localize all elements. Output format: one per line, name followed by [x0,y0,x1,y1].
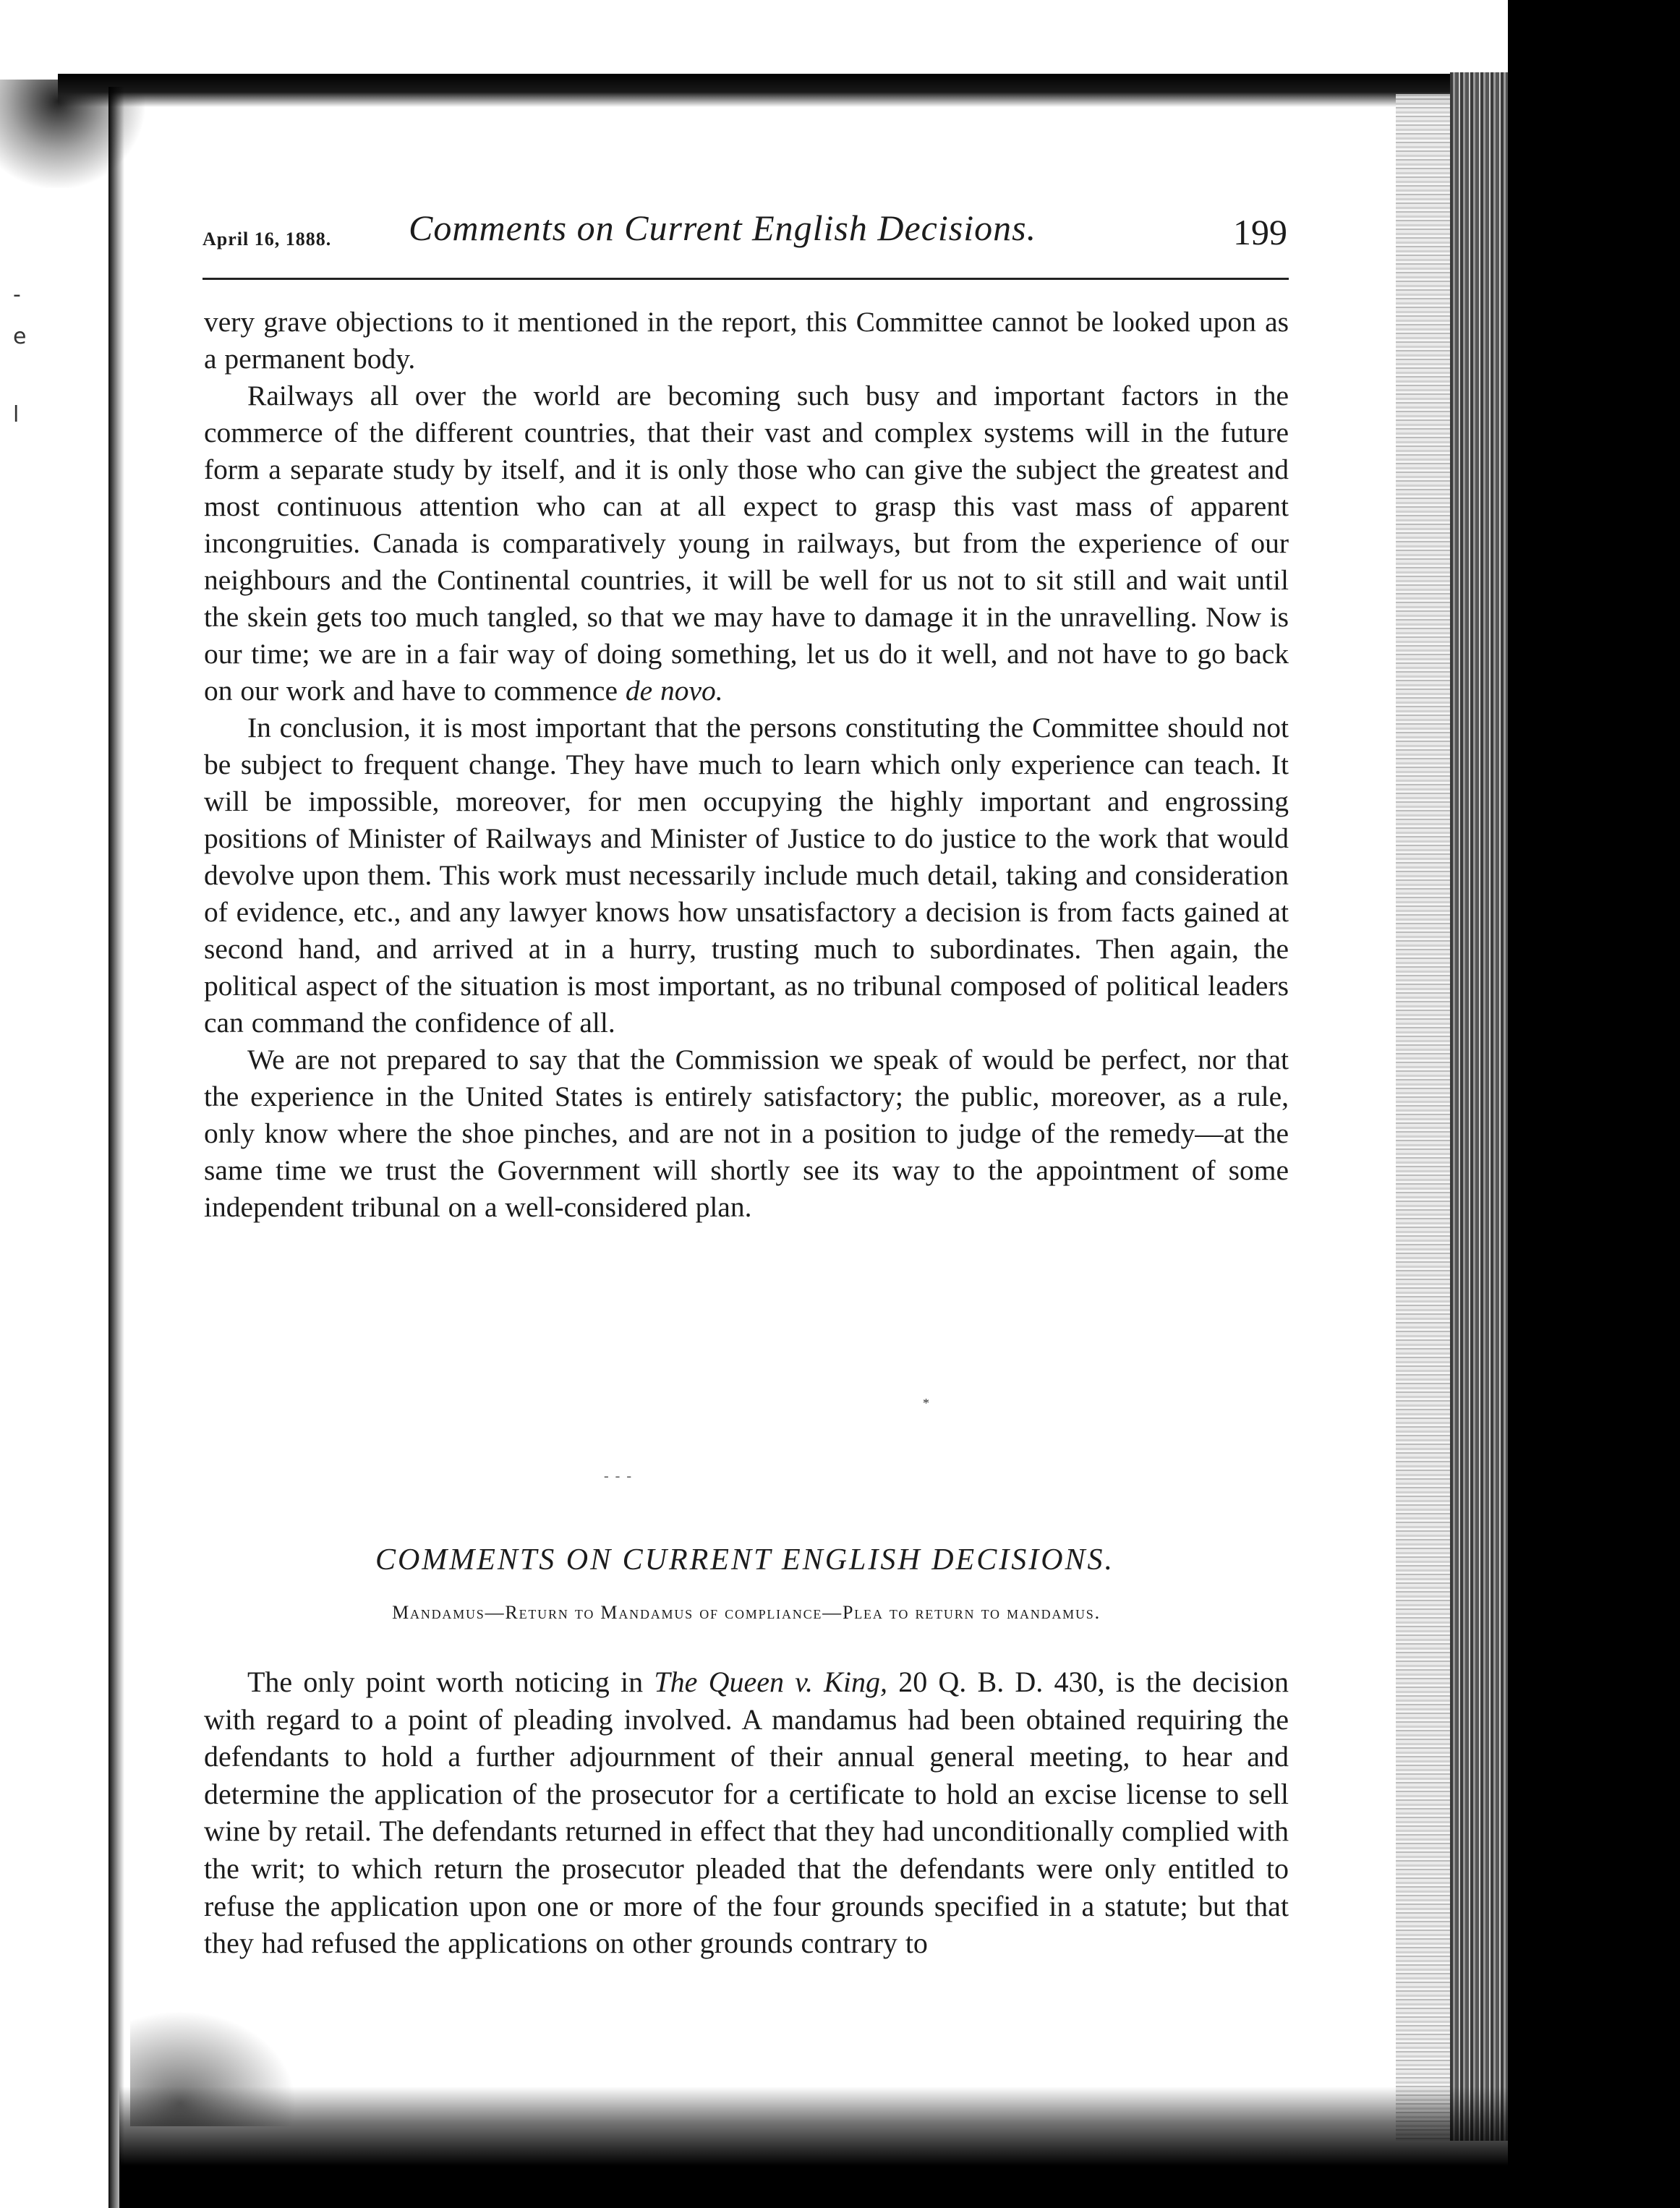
paragraph: very grave objections to it mentioned in the report, this Committee cannot be looked upon as a permanent body. [204,306,1289,375]
running-title: Comments on Current English Decisions. [409,208,1037,248]
margin-mark: l [13,402,20,427]
paragraph-text: Railways all over the world are becoming such busy and important factors in the commerce of the different countries, that their vast and complex systems will in the future form a separate study by itself, and it is only those who can give the subject the greatest and most continuous attention who can at all expect to grasp this vast mass of apparent incongruities. Canada is comparatively young in railways, but from the experience of our neighbours and the Continental countries, it will be well for us not to sit still and wait until the skein gets too much tangled, so that we may have to damage it in the unravelling. Now is our time; we are in a fair way of doing something, let us do it well, and not have to go back on our work and have to commence [204,380,1289,707]
section-subheading: Mandamus—Return to Mandamus of compliance—Plea to return to mandamus. [392,1602,1101,1623]
paragraph-text: 20 Q. B. D. 430, is the decision with regard to a point of pleading involved. A mandamus had been obtained requiring the defendants to hold a further adjournment of their annual general meeting, to hear and determine the application of the prosecutor for a certificate to hold an excise license to sell wine by retail. The defendants returned in effect that they had unconditionally complied with the writ; to which return the prosecutor pleaded that the defendants were only entitled to refuse the application upon one or more of the four grounds specified in a statute; but that they had refused the applications on other grounds contrary to [204,1666,1289,1960]
header-rule [202,278,1289,280]
paragraph-text: The only point worth noticing in [247,1666,644,1698]
scan-edge-top [58,74,1511,107]
section-divider: - - - [604,1468,633,1484]
latin-phrase: de novo. [625,675,723,707]
book-spine-shadow [1450,72,1508,2141]
running-head [202,207,1287,265]
paragraph: In conclusion, it is most important that the persons constituting the Committee should not be subject to frequent change. They have much to learn which only experience can teach. It will be impossible, moreover, for men occupying the highly important and engrossing positions of Minister of Railways and Minister of Justice to do justice to the work that would devolve upon them. This work must necessarily include much detail, taking and consideration of evidence, etc., and any lawyer knows how unsatisfactory a decision is from facts gained at second hand, and arrived at in a hurry, trusting much to subordinates. Then again, the political aspect of the situation is most important, as no tribunal composed of political leaders can command the confidence of all. [204,712,1289,1039]
page-number: 199 [1233,212,1287,252]
section-title: COMMENTS ON CURRENT ENGLISH DECISIONS. [375,1543,1115,1577]
section-body [204,1663,1289,1962]
issue-date: April 16, 1888. [202,229,332,250]
scan-edge-bottom [119,2086,1515,2208]
scan-edge-left [108,87,124,2208]
margin-mark: e [13,324,27,349]
page-edges-right [1396,94,1450,2141]
paragraph [204,1663,1289,1962]
margin-mark: - [13,282,21,307]
case-name: The Queen v. King, [654,1666,887,1698]
scan-edge-right [1508,0,1680,2208]
paragraph: We are not prepared to say that the Commission we speak of would be perfect, nor that the experience in the United States is entirely satisfactory; the public, moreover, as a rule, only know where the shoe pinches, and are not in a position to judge of the remedy—at the same time we trust the Government will shortly see its way to the appointment of some independent tribunal on a well-considered plan. [204,1044,1289,1223]
paragraph [204,378,1289,709]
article-body [204,304,1289,1226]
ornament-star: * [923,1396,929,1410]
